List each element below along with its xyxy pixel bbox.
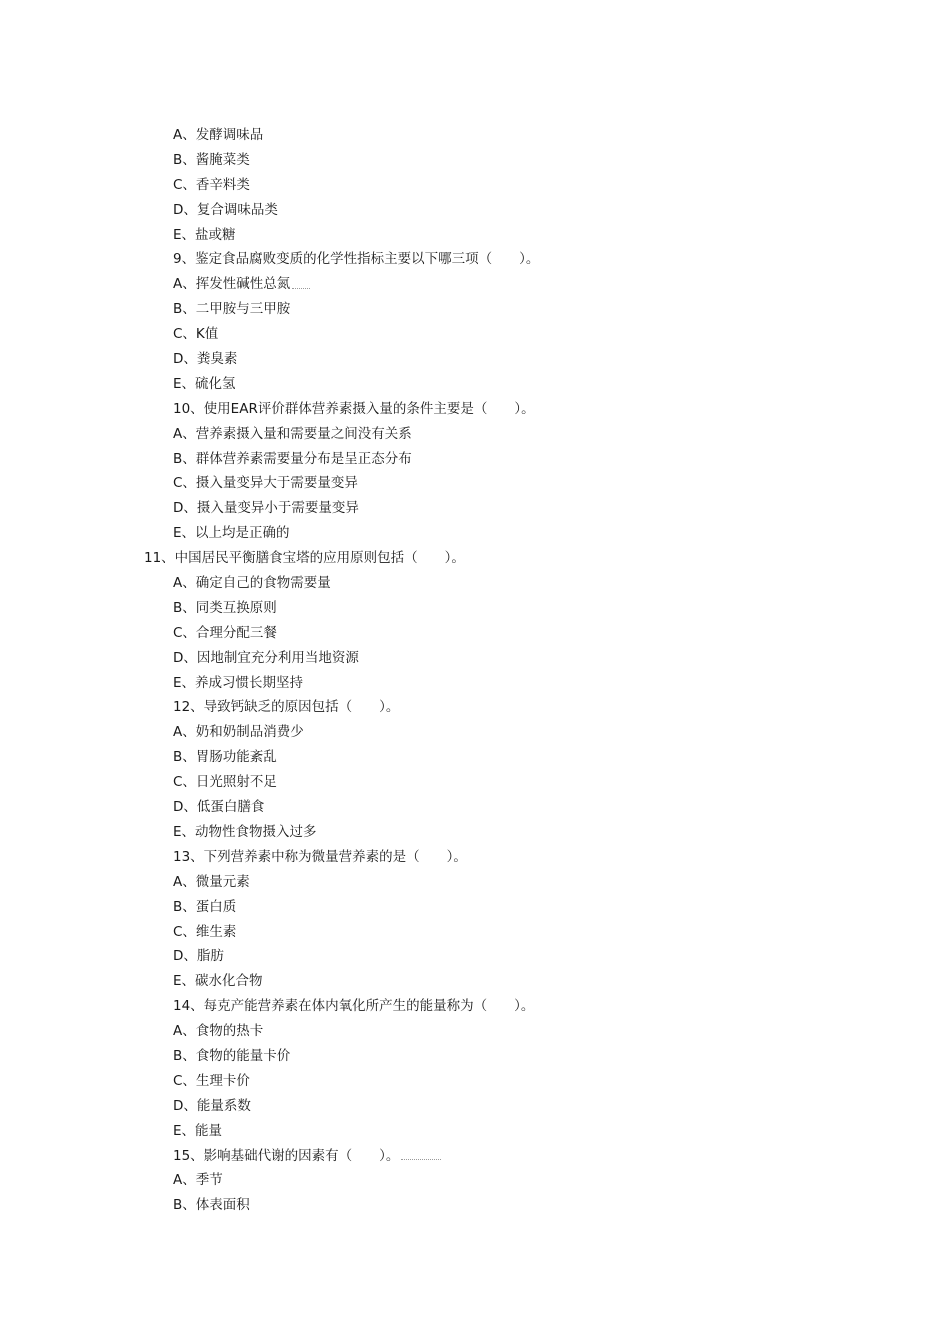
line-text: E、养成习惯长期坚持 xyxy=(173,674,304,691)
option-line xyxy=(0,297,950,322)
option-line xyxy=(0,148,950,173)
line-text: B、体表面积 xyxy=(173,1197,250,1214)
line-text: A、挥发性碱性总氮 xyxy=(173,276,291,293)
line-text: D、因地制宜充分利用当地资源 xyxy=(173,649,359,666)
line-text: C、摄入量变异大于需要量变异 xyxy=(173,475,358,492)
option-line xyxy=(0,521,950,546)
option-line xyxy=(0,895,950,920)
question-line xyxy=(0,994,950,1019)
line-text: B、食物的能量卡价 xyxy=(173,1047,291,1064)
line-text: A、营养素摄入量和需要量之间没有关系 xyxy=(173,425,412,442)
option-line xyxy=(0,1044,950,1069)
option-line xyxy=(0,422,950,447)
line-text: E、碳水化合物 xyxy=(173,973,263,990)
option-line xyxy=(0,745,950,770)
line-text: D、摄入量变异小于需要量变异 xyxy=(173,500,359,517)
line-text: 15、影响基础代谢的因素有（ ）。 xyxy=(173,1147,400,1164)
line-text: A、发酵调味品 xyxy=(173,127,264,143)
line-text: B、群体营养素需要量分布是呈正态分布 xyxy=(173,450,412,467)
option-line xyxy=(0,646,950,671)
line-text: E、以上均是正确的 xyxy=(173,525,290,542)
line-text: 12、导致钙缺乏的原因包括（ ）。 xyxy=(173,699,400,716)
option-line xyxy=(0,596,950,621)
line-text: E、硫化氢 xyxy=(173,375,236,392)
option-line xyxy=(0,1019,950,1044)
line-text: E、能量 xyxy=(173,1122,223,1139)
option-line xyxy=(0,969,950,994)
option-line xyxy=(0,471,950,496)
option-line xyxy=(0,1069,950,1094)
option-line xyxy=(0,770,950,795)
option-line xyxy=(0,198,950,223)
question-line xyxy=(0,845,950,870)
option-line xyxy=(0,621,950,646)
option-line xyxy=(0,372,950,397)
line-text: B、二甲胺与三甲胺 xyxy=(173,301,291,318)
option-line xyxy=(0,720,950,745)
option-line xyxy=(0,223,950,248)
line-text: D、复合调味品类 xyxy=(173,201,278,218)
option-line xyxy=(0,496,950,521)
line-text: 14、每克产能营养素在体内氧化所产生的能量称为（ ）。 xyxy=(173,998,535,1015)
line-text: A、微量元素 xyxy=(173,873,250,890)
option-line xyxy=(0,1193,950,1218)
line-text: E、动物性食物摄入过多 xyxy=(173,823,317,840)
line-text: C、维生素 xyxy=(173,923,237,940)
option-line xyxy=(0,123,950,148)
line-text: 11、中国居民平衡膳食宝塔的应用原则包括（ ）。 xyxy=(144,550,465,567)
line-text: A、季节 xyxy=(173,1172,223,1189)
line-text: B、同类互换原则 xyxy=(173,599,277,616)
line-text: B、酱腌菜类 xyxy=(173,151,250,168)
line-text: C、生理卡价 xyxy=(173,1072,250,1089)
option-line xyxy=(0,920,950,945)
question-line xyxy=(0,695,950,720)
question-line xyxy=(0,397,950,422)
option-line xyxy=(0,571,950,596)
line-text: 13、下列营养素中称为微量营养素的是（ ）。 xyxy=(173,848,467,865)
line-text: B、蛋白质 xyxy=(173,898,237,915)
document-page xyxy=(0,123,950,1218)
line-text: C、K值 xyxy=(173,326,219,343)
option-line xyxy=(0,1094,950,1119)
line-text: 9、鉴定食品腐败变质的化学性指标主要以下哪三项（ ）。 xyxy=(173,251,540,268)
line-text: B、胃肠功能紊乱 xyxy=(173,749,277,766)
line-text: C、合理分配三餐 xyxy=(173,624,277,641)
option-line xyxy=(0,173,950,198)
dotted-mark xyxy=(292,286,310,289)
option-line xyxy=(0,820,950,845)
question-line xyxy=(0,546,950,571)
line-text: A、食物的热卡 xyxy=(173,1023,264,1040)
option-line xyxy=(0,671,950,696)
line-text: E、盐或糖 xyxy=(173,226,236,243)
line-text: A、奶和奶制品消费少 xyxy=(173,724,304,741)
option-line xyxy=(0,870,950,895)
option-line xyxy=(0,322,950,347)
line-text: D、低蛋白膳食 xyxy=(173,799,265,816)
line-text: A、确定自己的食物需要量 xyxy=(173,575,331,592)
dotted-mark xyxy=(401,1157,441,1160)
option-line xyxy=(0,1168,950,1193)
line-text: D、脂肪 xyxy=(173,948,224,965)
option-line xyxy=(0,944,950,969)
line-text: 10、使用EAR评价群体营养素摄入量的条件主要是（ ）。 xyxy=(173,400,535,417)
line-text: D、能量系数 xyxy=(173,1097,251,1114)
option-line xyxy=(0,1119,950,1144)
line-text: C、日光照射不足 xyxy=(173,774,277,791)
option-line xyxy=(0,795,950,820)
line-text: D、粪臭素 xyxy=(173,351,238,368)
question-line xyxy=(0,247,950,272)
line-text: C、香辛料类 xyxy=(173,176,250,193)
question-line xyxy=(0,1144,950,1169)
option-line xyxy=(0,447,950,472)
option-line xyxy=(0,272,950,297)
option-line xyxy=(0,347,950,372)
